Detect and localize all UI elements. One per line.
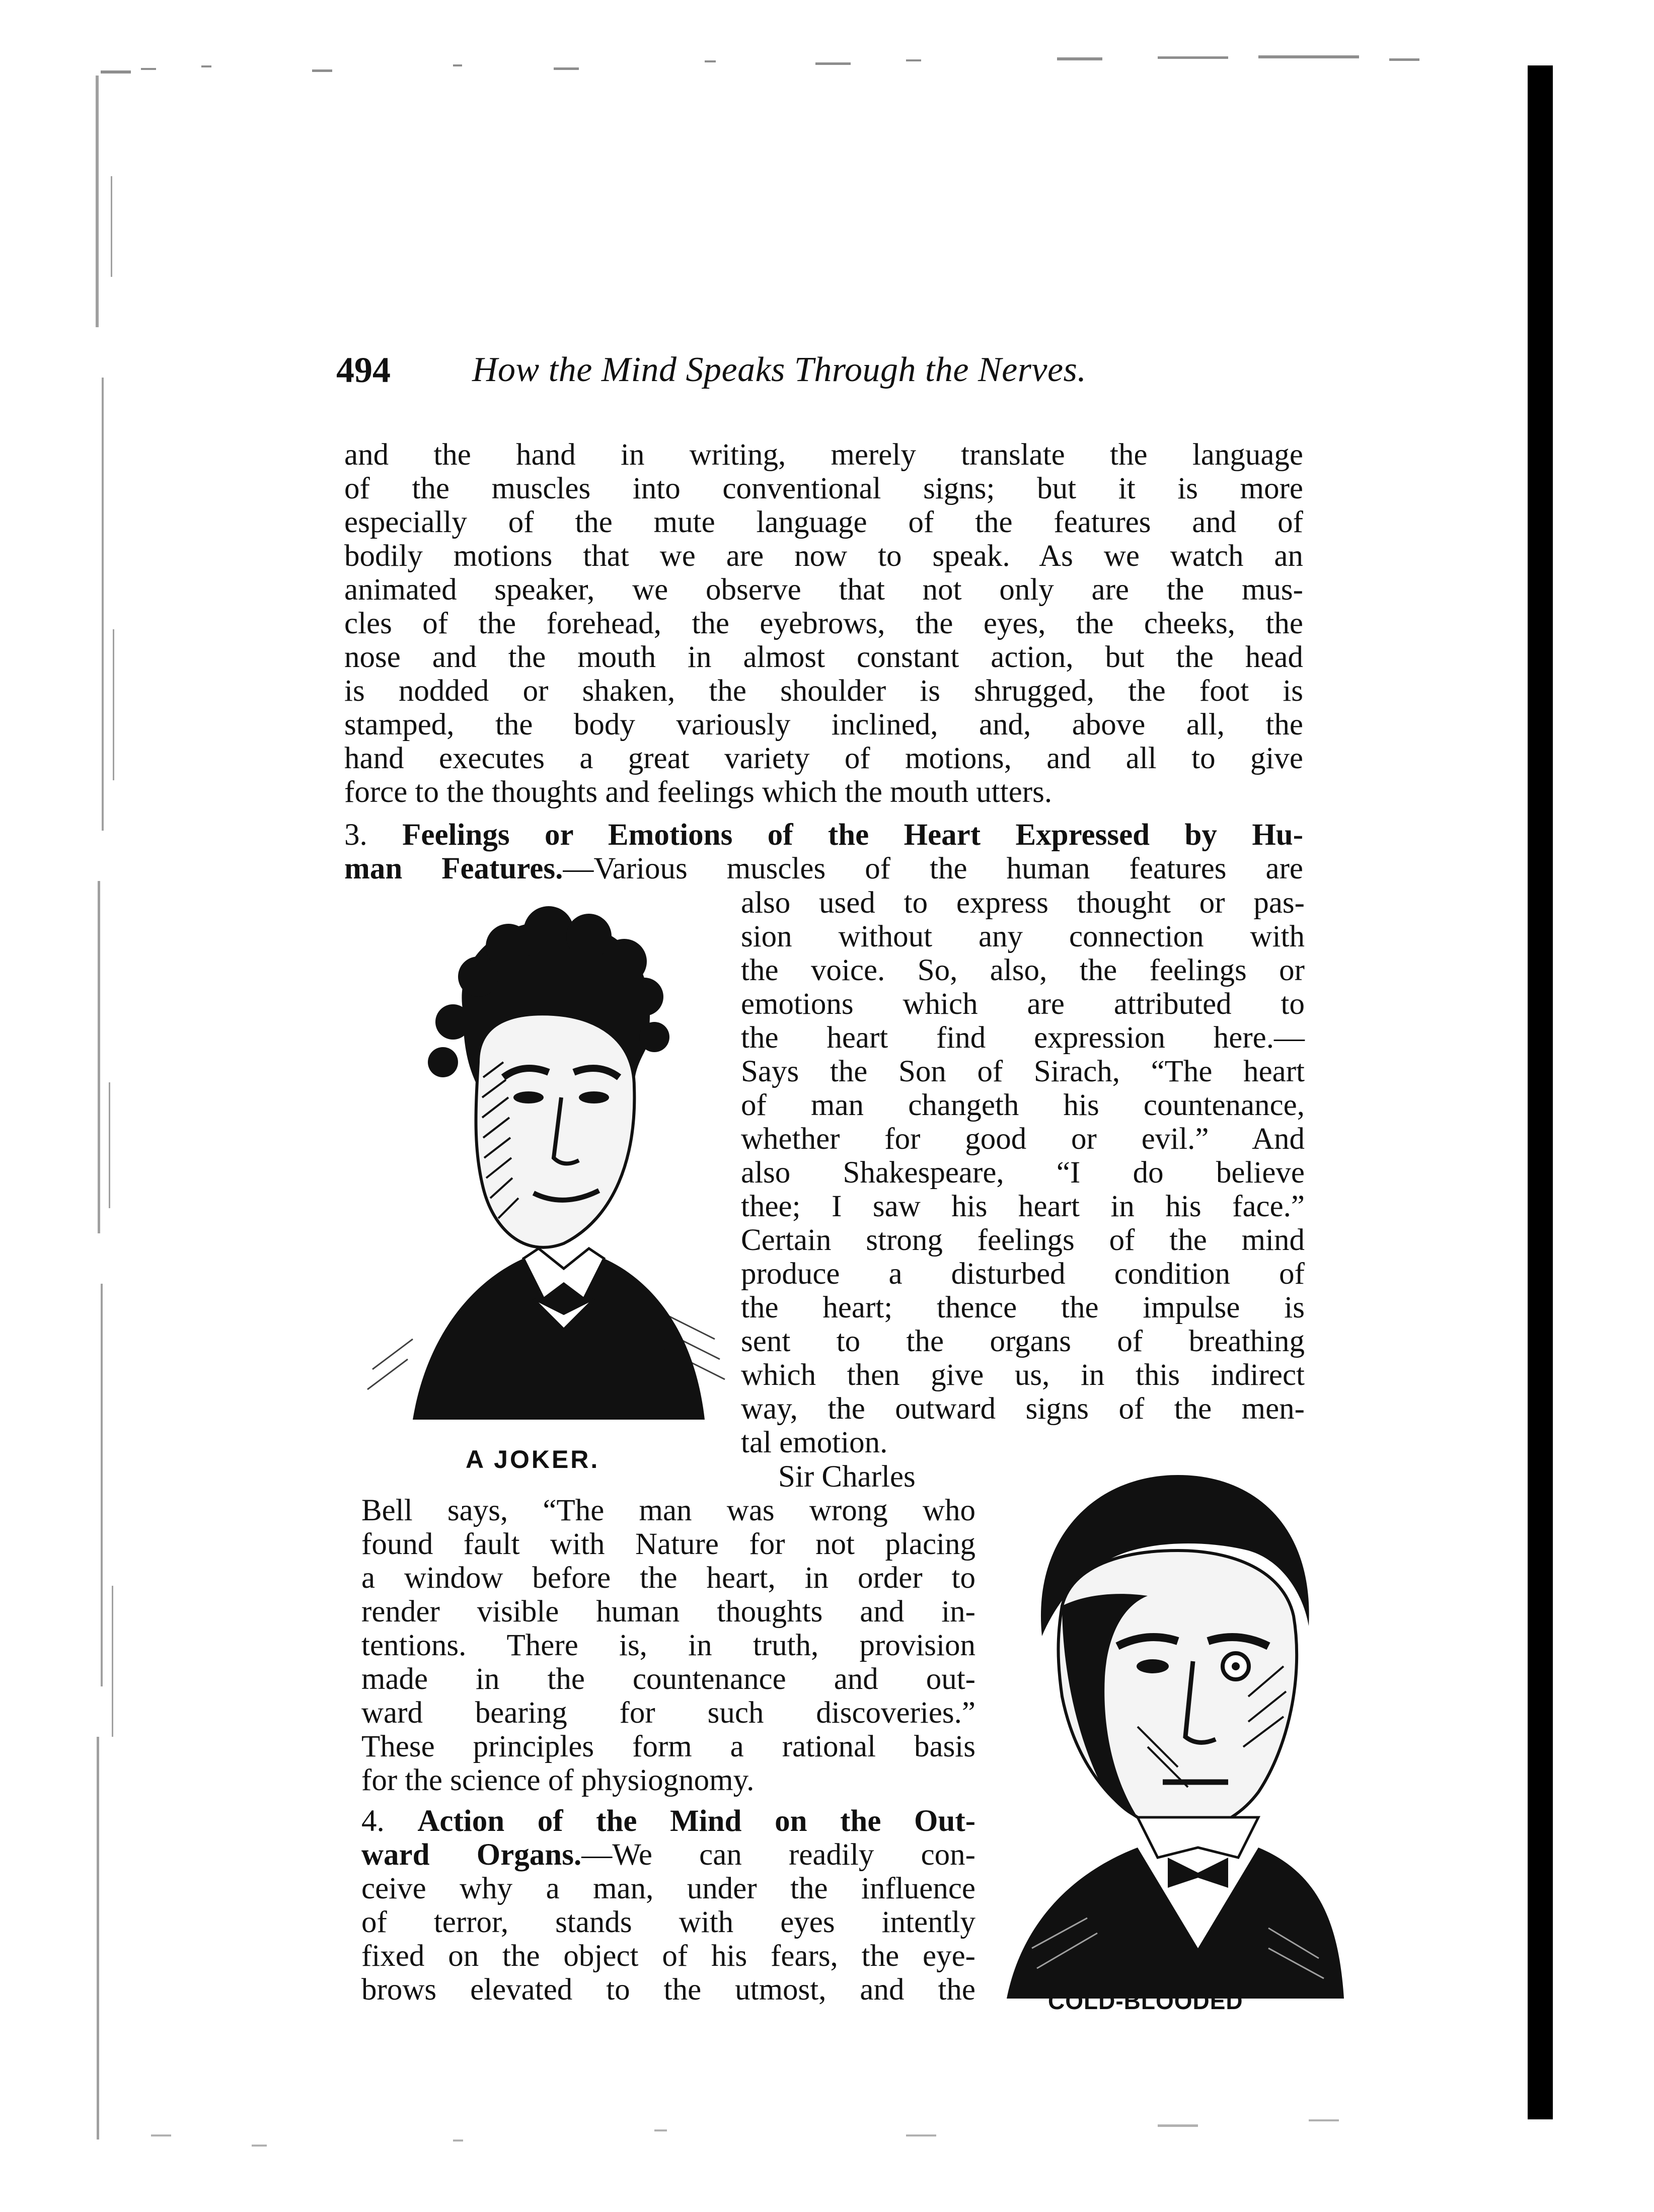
section-heading-line [344, 818, 1303, 852]
running-head: How the Mind Speaks Through the Nerves. [472, 350, 1087, 389]
text-line: emotions which are attributed to [741, 987, 1305, 1021]
section-3-heading [344, 818, 1303, 886]
text-line: tentions. There is, in truth, provision [361, 1629, 975, 1662]
scan-noise-bottom [151, 2104, 1510, 2185]
scan-edge-bar [1528, 65, 1553, 2119]
section-4 [361, 1804, 975, 2007]
text-line: fixed on the object of his fears, the eye- [361, 1939, 975, 1973]
paragraph-body-1 [344, 438, 1303, 809]
text-line: hand executes a great variety of motions, and all to give [344, 742, 1303, 775]
text-line: of man changeth his countenance, [741, 1088, 1305, 1122]
text-line: which then give us, in this indirect [741, 1358, 1305, 1392]
text-line: made in the countenance and out- [361, 1662, 975, 1696]
text-line: stamped, the body variously inclined, and, above all, the [344, 708, 1303, 742]
section-number: 4. [361, 1804, 385, 1838]
text-line: sion without any connection with [741, 920, 1305, 953]
text-line: —We can readily con- [581, 1838, 975, 1872]
text-line: produce a disturbed condition of [741, 1257, 1305, 1291]
section-heading-cont: man Features. [344, 852, 563, 886]
figure-caption-joker: A JOKER. [466, 1445, 600, 1473]
text-line: tal emotion. [741, 1426, 888, 1459]
section-number: 3. [344, 818, 367, 852]
text-line: way, the outward signs of the men- [741, 1392, 1305, 1426]
text-line: Sir Charles [778, 1460, 916, 1494]
text-line: force to the thoughts and feelings which the mouth utters. [344, 775, 1052, 809]
text-line: brows elevated to the utmost, and the [361, 1973, 975, 2007]
page-header [336, 347, 1313, 393]
figure-caption-cold-blooded: COLD-BLOODED [1048, 1988, 1243, 2014]
section-heading-line [361, 1804, 975, 1838]
text-line: also used to express thought or pas- [741, 886, 1305, 920]
text-line: whether for good or evil.” And [741, 1122, 1305, 1156]
text-line: is nodded or shaken, the shoulder is shrugged, the foot is [344, 674, 1303, 708]
section-heading-line [344, 852, 1303, 886]
section-heading: Feelings or Emotions of the Heart Expressed by Hu- [402, 818, 1304, 852]
text-line: These principles form a rational basis [361, 1730, 975, 1763]
text-line: Says the Son of Sirach, “The heart [741, 1055, 1305, 1088]
text-line: nose and the mouth in almost constant action, but the head [344, 640, 1303, 674]
section-heading: Action of the Mind on the Out- [417, 1804, 976, 1838]
portrait-cold-blooded [987, 1445, 1349, 2004]
text-line: especially of the mute language of the features and of [344, 505, 1303, 539]
text-line: render visible human thoughts and in- [361, 1595, 975, 1629]
portrait-joker-icon [352, 896, 735, 1440]
text-line: the voice. So, also, the feelings or [741, 953, 1305, 987]
text-line: cles of the forehead, the eyebrows, the eyes, the cheeks, the [344, 607, 1303, 640]
text-line: the heart find expression here.— [741, 1021, 1305, 1055]
section-heading-cont: ward Organs. [361, 1838, 582, 1872]
text-line: Bell says, “The man was wrong who [361, 1494, 975, 1527]
text-line: thee; I saw his heart in his face.” [741, 1190, 1305, 1223]
paragraph-body-3 [361, 1460, 975, 1797]
portrait-joker [352, 896, 735, 1440]
text-line: of the muscles into conventional signs; but it is more [344, 472, 1303, 505]
text-line: and the hand in writing, merely translate the language [344, 438, 1303, 472]
scan-noise-top [101, 45, 1460, 101]
text-line: for the science of physiognomy. [361, 1763, 755, 1797]
section-heading-line [361, 1838, 975, 1872]
text-line: Certain strong feelings of the mind [741, 1223, 1305, 1257]
text-line: animated speaker, we observe that not only are the mus- [344, 573, 1303, 607]
text-line: a window before the heart, in order to [361, 1561, 975, 1595]
text-line: also Shakespeare, “I do believe [741, 1156, 1305, 1190]
text-line: of terror, stands with eyes intently [361, 1905, 975, 1939]
text-line: ward bearing for such discoveries.” [361, 1696, 975, 1730]
scan-noise-left-edge [91, 76, 171, 2190]
text-line: found fault with Nature for not placing [361, 1527, 975, 1561]
paragraph-body-2 [741, 886, 1305, 1459]
page-number: 494 [336, 350, 391, 390]
text-line: the heart; thence the impulse is [741, 1291, 1305, 1324]
text-line: bodily motions that we are now to speak. As we watch an [344, 539, 1303, 573]
portrait-cold-blooded-icon [987, 1445, 1349, 2004]
text-line: —Various muscles of the human features are [563, 852, 1303, 886]
text-line: sent to the organs of breathing [741, 1324, 1305, 1358]
text-line: ceive why a man, under the influence [361, 1872, 975, 1905]
